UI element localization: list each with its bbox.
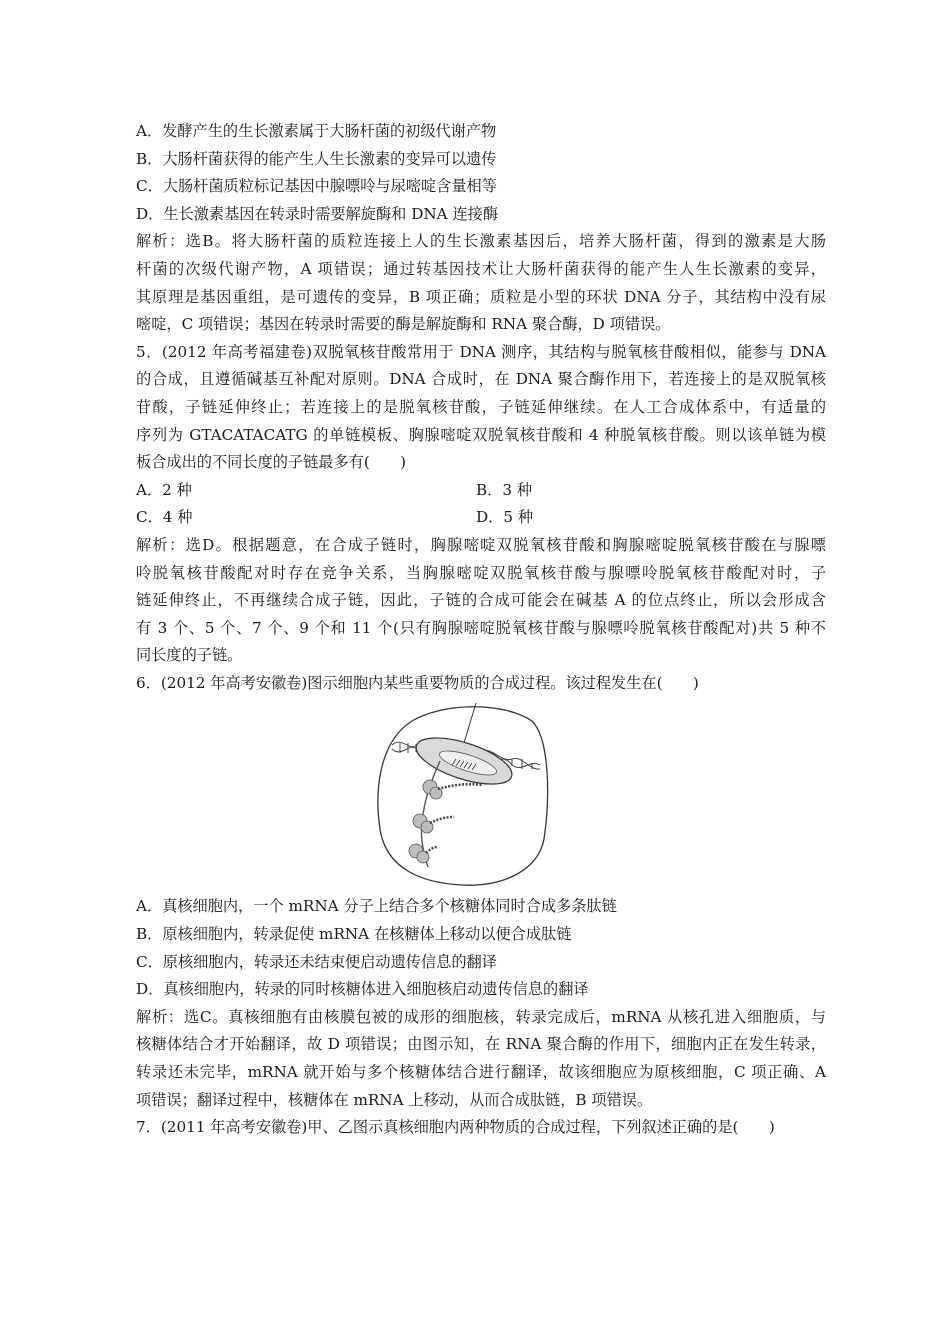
cell-diagram	[372, 699, 552, 889]
q4-analysis-line: 解析：选B。将大肠杆菌的质粒连接上人的生长激素基因后，培养大肠杆菌，得到的激素是大肠	[136, 232, 826, 251]
q5-stem-line: 苷酸，子链延伸终止；若连接上的是脱氧核苷酸，子链延伸继续。在人工合成体系中，有适量的	[136, 397, 826, 416]
q5-stem-line: 5．(2012 年高考福建卷)双脱氧核苷酸常用于 DNA 测序，其结构与脱氧核苷酸相似，能参与 DNA	[136, 342, 826, 361]
q6-option-c: C．原核细胞内，转录还未结束便启动遗传信息的翻译	[136, 952, 497, 971]
q4-analysis-line: 嘧啶，C 项错误；基因在转录时需要的酶是解旋酶和 RNA 聚合酶，D 项错误。	[136, 315, 671, 334]
q6-analysis-line: 项错误；翻译过程中，核糖体在 mRNA 上移动，从而合成肽链，B 项错误。	[136, 1090, 653, 1109]
document-page	[136, 118, 826, 1142]
q6-analysis	[136, 1004, 826, 1114]
q5-option-d: D．5 种	[476, 508, 534, 527]
q5-option-c: C．4 种	[136, 508, 193, 527]
cell-membrane	[378, 707, 548, 885]
q5-analysis	[136, 532, 826, 670]
q6-option-b: B．原核细胞内，转录促使 mRNA 在核糖体上移动以便合成肽链	[136, 925, 572, 944]
q4-option-c: C．大肠杆菌质粒标记基因中腺嘌呤与尿嘧啶含量相等	[136, 177, 497, 196]
q6-options	[136, 893, 826, 1003]
q5-analysis-line: 呤脱氧核苷酸配对时存在竞争关系，当胸腺嘧啶双脱氧核苷酸与腺嘌呤脱氧核苷酸配对时，子	[136, 563, 826, 582]
q5-stem-line: 的合成，且遵循碱基互补配对原则。DNA 合成时，在 DNA 聚合酶作用下，若连接上的是双脱氧核	[136, 370, 826, 389]
q5-analysis-line: 链延伸终止，不再继续合成子链，因此，子链的合成可能会在碱基 A 的位点终止，所以会形成含	[136, 591, 826, 610]
q4-analysis-line: 杆菌的次级代谢产物，A 项错误；通过转基因技术让大肠杆菌获得的能产生人生长激素的变异，	[136, 259, 826, 278]
q7-stem: 7．(2011 年高考安徽卷)甲、乙图示真核细胞内两种物质的合成过程，下列叙述正确的是( )	[136, 1118, 775, 1137]
q5-option-a: A．2 种	[136, 480, 192, 499]
q6-analysis-line: 转录还未完毕，mRNA 就开始与多个核糖体结合进行翻译，故该细胞应为原核细胞，C 项正确、A	[136, 1063, 826, 1082]
q5-analysis-line: 同长度的子链。	[136, 646, 243, 665]
q6-analysis-line: 核糖体结合才开始翻译，故 D 项错误；由图示知，在 RNA 聚合酶的作用下，细胞内正在发生转录，	[136, 1035, 826, 1054]
q5-options	[136, 477, 826, 532]
ribosomes	[409, 780, 442, 863]
q6-option-d: D．真核细胞内，转录的同时核糖体进入细胞核启动遗传信息的翻译	[136, 980, 589, 999]
q6-stem: 6．(2012 年高考安徽卷)图示细胞内某些重要物质的合成过程。该过程发生在( )	[136, 673, 699, 692]
q6-figure	[136, 697, 826, 893]
q4-analysis	[136, 228, 826, 338]
q4-analysis-line: 其原理是基因重组，是可遗传的变异，B 项正确；质粒是小型的环状 DNA 分子，其结构中没有尿	[136, 287, 826, 306]
q4-option-b: B．大肠杆菌获得的能产生人生长激素的变异可以遗传	[136, 149, 497, 168]
q5-stem-line: 序列为 GTACATACATG 的单链模板、胸腺嘧啶双脱氧核苷酸和 4 种脱氧核苷酸。则以该单链为模	[136, 425, 826, 444]
q6-option-a: A．真核细胞内，一个 mRNA 分子上结合多个核糖体同时合成多条肽链	[136, 897, 617, 916]
q4-option-d: D．生长激素基因在转录时需要解旋酶和 DNA 连接酶	[136, 204, 499, 223]
pointer-line	[464, 703, 476, 743]
q5-option-b: B．3 种	[476, 480, 533, 499]
q4-options	[136, 118, 826, 228]
q5-stem	[136, 339, 826, 477]
q6-analysis-line: 解析：选C。真核细胞有由核膜包被的成形的细胞核，转录完成后，mRNA 从核孔进入细胞质，与	[136, 1007, 826, 1026]
q5-analysis-line: 解析：选D。根据题意，在合成子链时，胸腺嘧啶双脱氧核苷酸和胸腺嘧啶脱氧核苷酸在与腺嘌	[136, 535, 826, 554]
q4-option-a: A．发酵产生的生长激素属于大肠杆菌的初级代谢产物	[136, 122, 497, 140]
q5-analysis-line: 有 3 个、5 个、7 个、9 个和 11 个(只有胸腺嘧啶脱氧核苷酸与腺嘌呤脱氧核苷酸配对)共 5 种不	[136, 618, 826, 637]
q5-stem-line: 板合成出的不同长度的子链最多有( )	[136, 453, 407, 472]
